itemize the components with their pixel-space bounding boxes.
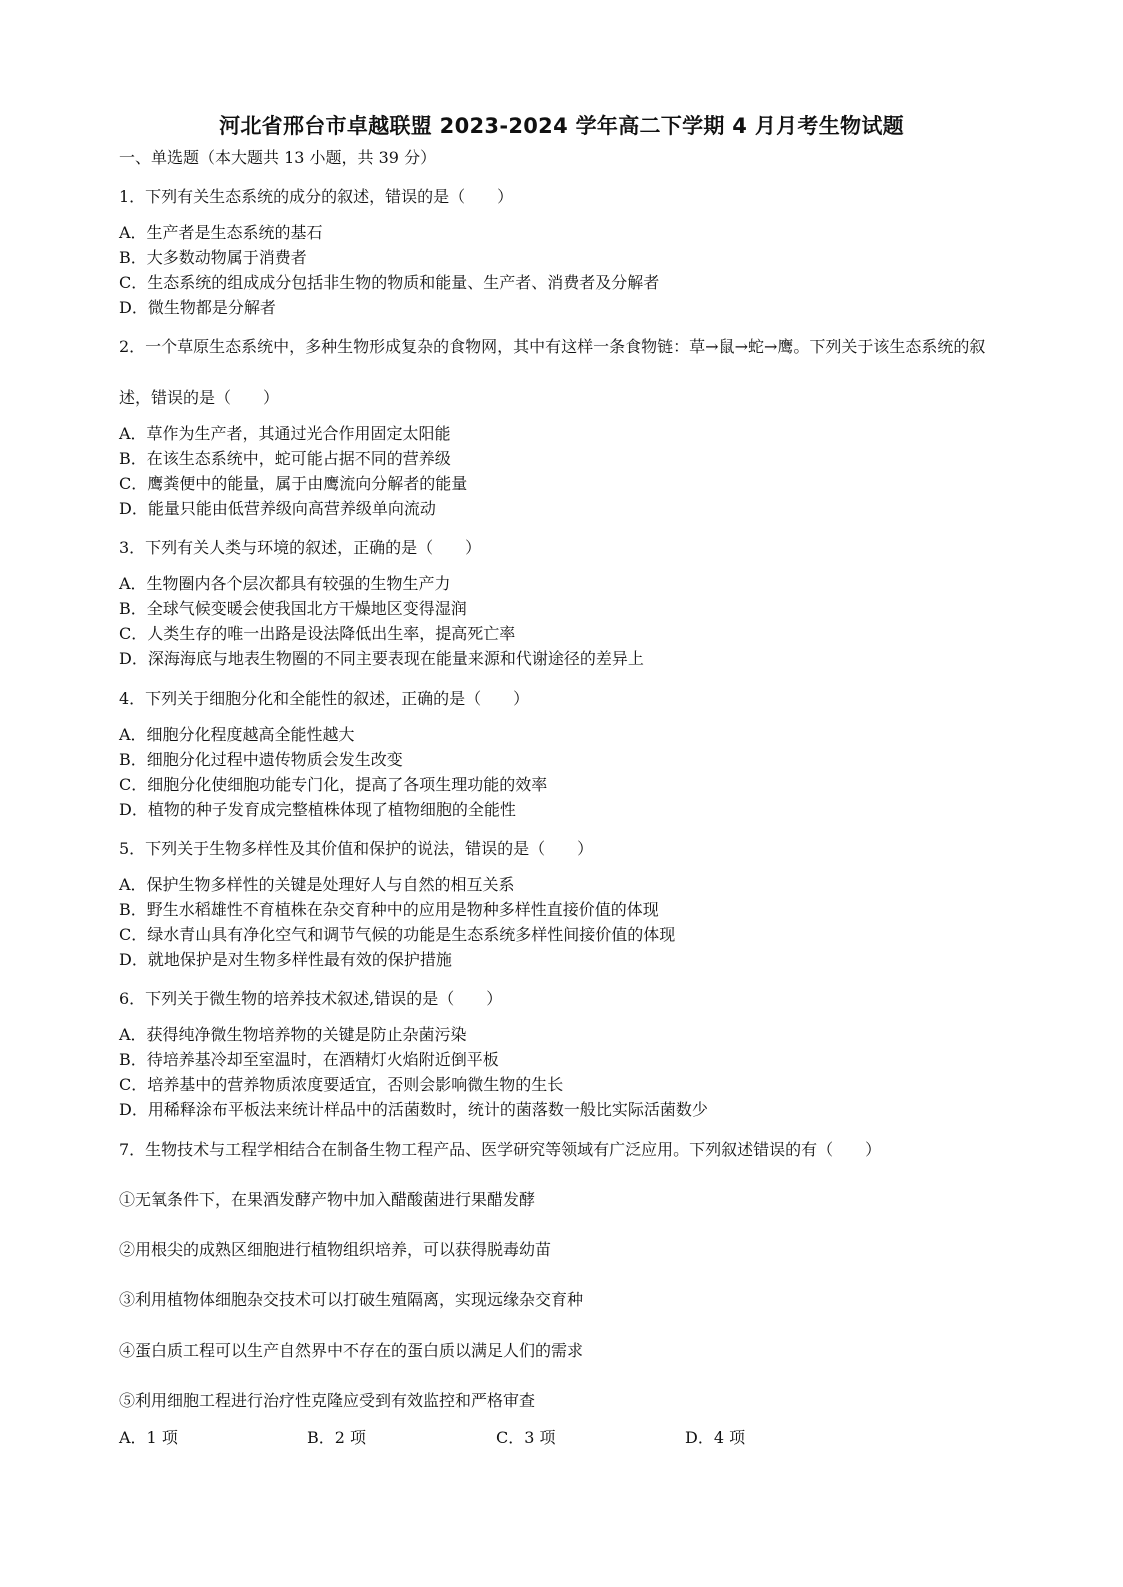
question-7-statement-4: ④蛋白质工程可以生产自然界中不存在的蛋白质以满足人们的需求 (119, 1341, 584, 1360)
question-6-option-d: D．用稀释涂布平板法来统计样品中的活菌数时，统计的菌落数一般比实际活菌数少 (119, 1100, 708, 1119)
question-7-stem: 7．生物技术与工程学相结合在制备生物工程产品、医学研究等领域有广泛应用。下列叙述错误的有（ ） (119, 1140, 882, 1159)
question-5-option-c: C．绿水青山具有净化空气和调节气候的功能是生态系统多样性间接价值的体现 (119, 925, 676, 944)
question-7-option-d: D．4 项 (685, 1428, 746, 1447)
question-5-option-a: A．保护生物多样性的关键是处理好人与自然的相互关系 (119, 875, 515, 894)
question-6-option-c: C．培养基中的营养物质浓度要适宜，否则会影响微生物的生长 (119, 1075, 564, 1094)
question-2-option-d: D．能量只能由低营养级向高营养级单向流动 (119, 499, 436, 518)
question-7-statement-3: ③利用植物体细胞杂交技术可以打破生殖隔离，实现远缘杂交育种 (119, 1290, 584, 1309)
question-3-option-d: D．深海海底与地表生物圈的不同主要表现在能量来源和代谢途径的差异上 (119, 649, 644, 668)
question-3-option-b: B．全球气候变暖会使我国北方干燥地区变得湿润 (119, 599, 467, 618)
question-1-stem: 1．下列有关生态系统的成分的叙述，错误的是（ ） (119, 187, 514, 206)
section-heading: 一、单选题（本大题共 13 小题，共 39 分） (119, 148, 437, 167)
question-6-stem: 6．下列关于微生物的培养技术叙述,错误的是（ ） (119, 989, 503, 1008)
question-3-option-a: A．生物圈内各个层次都具有较强的生物生产力 (119, 574, 451, 593)
question-5-stem: 5．下列关于生物多样性及其价值和保护的说法，错误的是（ ） (119, 839, 594, 858)
question-2-option-c: C．鹰粪便中的能量，属于由鹰流向分解者的能量 (119, 474, 468, 493)
question-3-stem: 3．下列有关人类与环境的叙述，正确的是（ ） (119, 538, 482, 557)
question-7-statement-1: ①无氧条件下，在果酒发酵产物中加入醋酸菌进行果醋发酵 (119, 1190, 536, 1209)
question-4-option-a: A．细胞分化程度越高全能性越大 (119, 725, 355, 744)
question-4-stem: 4．下列关于细胞分化和全能性的叙述，正确的是（ ） (119, 689, 530, 708)
question-2-option-a: A．草作为生产者，其通过光合作用固定太阳能 (119, 424, 451, 443)
question-1-option-c: C．生态系统的组成成分包括非生物的物质和能量、生产者、消费者及分解者 (119, 273, 660, 292)
question-2-stem-line-1: 2．一个草原生态系统中，多种生物形成复杂的食物网，其中有这样一条食物链：草→鼠→蛇→鹰。下列关于该生态系统的叙 (119, 337, 986, 356)
page-title: 河北省邢台市卓越联盟 2023-2024 学年高二下学期 4 月月考生物试题 (219, 114, 904, 138)
question-4-option-b: B．细胞分化过程中遗传物质会发生改变 (119, 750, 403, 769)
question-7-statement-5: ⑤利用细胞工程进行治疗性克隆应受到有效监控和严格审查 (119, 1391, 536, 1410)
question-6-option-a: A．获得纯净微生物培养物的关键是防止杂菌污染 (119, 1025, 467, 1044)
question-5-option-d: D．就地保护是对生物多样性最有效的保护措施 (119, 950, 452, 969)
question-6-option-b: B．待培养基冷却至室温时，在酒精灯火焰附近倒平板 (119, 1050, 499, 1069)
question-1-option-b: B．大多数动物属于消费者 (119, 248, 307, 267)
question-2-stem-line-2: 述，错误的是（ ） (119, 388, 280, 407)
question-7-option-a: A．1 项 (119, 1428, 178, 1447)
question-7-options (119, 1428, 1019, 1448)
question-2-option-b: B．在该生态系统中，蛇可能占据不同的营养级 (119, 449, 451, 468)
question-1-option-a: A．生产者是生态系统的基石 (119, 223, 323, 242)
question-3-option-c: C．人类生存的唯一出路是设法降低出生率，提高死亡率 (119, 624, 516, 643)
question-4-option-d: D．植物的种子发育成完整植株体现了植物细胞的全能性 (119, 800, 516, 819)
question-7-option-c: C．3 项 (496, 1428, 556, 1447)
question-7-statement-2: ②用根尖的成熟区细胞进行植物组织培养，可以获得脱毒幼苗 (119, 1240, 552, 1259)
question-5-option-b: B．野生水稻雄性不育植株在杂交育种中的应用是物种多样性直接价值的体现 (119, 900, 659, 919)
question-4-option-c: C．细胞分化使细胞功能专门化，提高了各项生理功能的效率 (119, 775, 548, 794)
question-1-option-d: D．微生物都是分解者 (119, 298, 276, 317)
question-7-option-b: B．2 项 (307, 1428, 367, 1447)
